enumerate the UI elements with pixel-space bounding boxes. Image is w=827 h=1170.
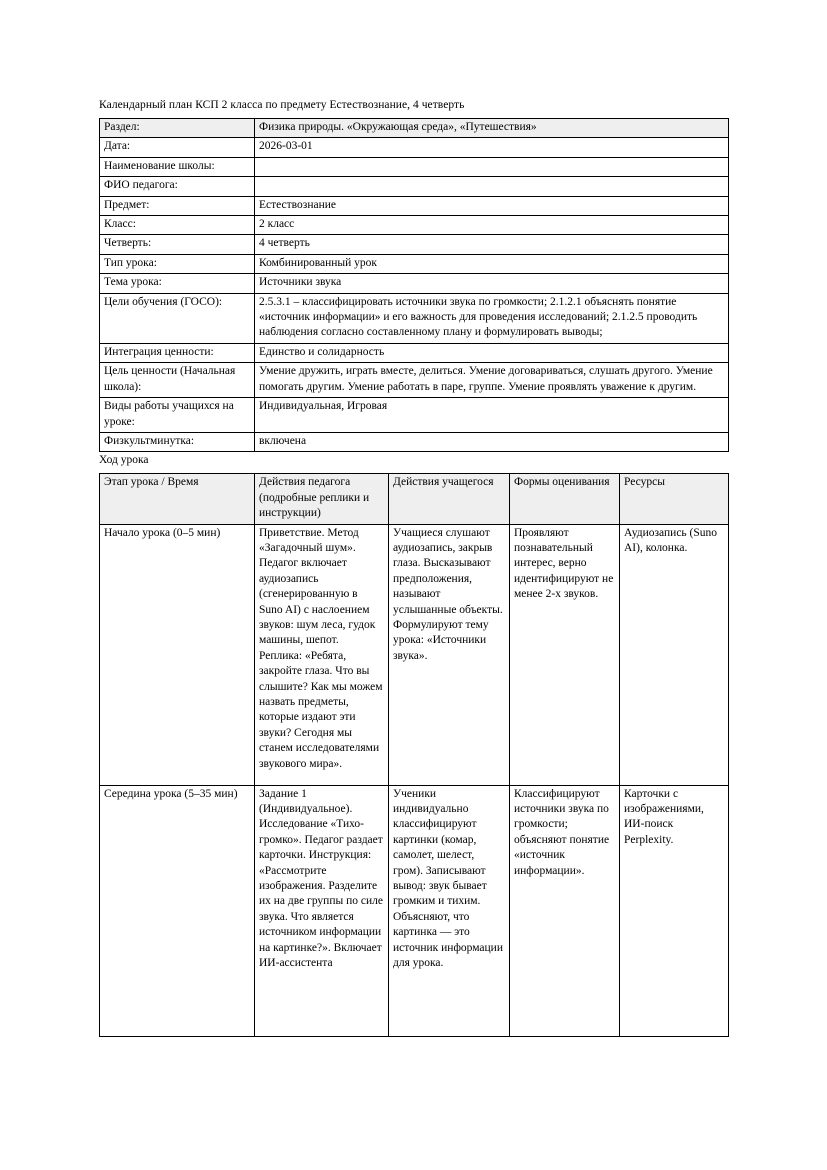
table-row [100, 216, 729, 235]
info-value: Единство и солидарность [255, 343, 729, 362]
cell-assessment: Классифицируют источники звука по громкости; объясняют понятие «источник информации». [510, 785, 620, 1036]
table-row [100, 363, 729, 398]
info-label: Тема урока: [100, 274, 255, 293]
column-header-student-actions: Действия учащегося [389, 474, 510, 524]
info-label: Четверть: [100, 235, 255, 254]
cell-assessment: Проявляют познавательный интерес, верно идентифицируют не менее 2-х звуков. [510, 524, 620, 785]
info-value: 2.5.3.1 – классифицировать источники звука по громкости; 2.1.2.1 объяснять понятие «источник информации» и его важность для проведения исследований; 2.1.2.5 проводить наблюдения согласно составленному плану и формулировать выводы; [255, 293, 729, 343]
lesson-info-body [100, 119, 729, 452]
info-label: Цели обучения (ГОСО): [100, 293, 255, 343]
info-label: Дата: [100, 138, 255, 157]
column-header-teacher-actions: Действия педагога (подробные реплики и инструкции) [255, 474, 389, 524]
info-value [255, 157, 729, 176]
info-value: Индивидуальная, Игровая [255, 398, 729, 433]
column-header-assessment: Формы оценивания [510, 474, 620, 524]
table-row [100, 138, 729, 157]
lesson-flow-table [99, 473, 729, 1036]
info-value: Физика природы. «Окружающая среда», «Путешествия» [255, 119, 729, 138]
cell-teacher-actions: Задание 1 (Индивидуальное). Исследование «Тихо-громко». Педагог раздает карточки. Инструкция: «Рассмотрите изображения. Разделите их на две группы по силе звука. Что является источником информации на картинке?». Включает ИИ-ассистента [255, 785, 389, 1036]
info-label: Тип урока: [100, 254, 255, 273]
info-value: Источники звука [255, 274, 729, 293]
info-label: Физкультминутка: [100, 432, 255, 451]
info-label: Класс: [100, 216, 255, 235]
lesson-flow-body [100, 524, 729, 1036]
page-title: Календарный план КСП 2 класса по предмету Естествознание, 4 четверть [99, 99, 465, 111]
info-value: Умение дружить, играть вместе, делиться. Умение договариваться, слушать другого. Умение помогать другим. Умение работать в паре, группе. Умение проявлять уважение к другим. [255, 363, 729, 398]
cell-resources: Карточки с изображениями, ИИ-поиск Perplexity. [620, 785, 729, 1036]
info-value: включена [255, 432, 729, 451]
table-row [100, 432, 729, 451]
table-row [100, 177, 729, 196]
info-value: 2 класс [255, 216, 729, 235]
lesson-info-table [99, 118, 729, 452]
section-caption-lesson-flow: Ход урока [99, 454, 149, 467]
table-row [100, 119, 729, 138]
info-label: Предмет: [100, 196, 255, 215]
column-header-stage: Этап урока / Время [100, 474, 255, 524]
info-label: Интеграция ценности: [100, 343, 255, 362]
info-label: Цель ценности (Начальная школа): [100, 363, 255, 398]
info-value: Комбинированный урок [255, 254, 729, 273]
cell-student-actions: Учащиеся слушают аудиозапись, закрыв глаза. Высказывают предположения, называют услышанные объекты. Формулируют тему урока: «Источники звука». [389, 524, 510, 785]
info-label: Наименование школы: [100, 157, 255, 176]
table-row [100, 235, 729, 254]
lesson-flow-header [100, 474, 729, 524]
table-row [100, 157, 729, 176]
table-row [100, 274, 729, 293]
cell-teacher-actions: Приветствие. Метод «Загадочный шум». Педагог включает аудиозапись (сгенерированную в Suno AI) с наслоением звуков: шум леса, гудок машины, шепот. Реплика: «Ребята, закройте глаза. Что вы слышите? Как мы можем назвать предметы, которые издают эти звуки? Сегодня мы станем исследователями звукового мира». [255, 524, 389, 785]
table-row [100, 524, 729, 785]
info-value [255, 177, 729, 196]
info-value: 4 четверть [255, 235, 729, 254]
table-row [100, 254, 729, 273]
table-row [100, 785, 729, 1036]
info-label: ФИО педагога: [100, 177, 255, 196]
table-row [100, 398, 729, 433]
info-value: Естествознание [255, 196, 729, 215]
info-label: Виды работы учащихся на уроке: [100, 398, 255, 433]
table-row [100, 196, 729, 215]
table-row [100, 293, 729, 343]
cell-stage: Середина урока (5–35 мин) [100, 785, 255, 1036]
table-row [100, 343, 729, 362]
cell-student-actions: Ученики индивидуально классифицируют картинки (комар, самолет, шелест, гром). Записывают вывод: звук бывает громким и тихим. Объясняют, что картинка — это источник информации для урока. [389, 785, 510, 1036]
column-header-resources: Ресурсы [620, 474, 729, 524]
cell-stage: Начало урока (0–5 мин) [100, 524, 255, 785]
cell-resources: Аудиозапись (Suno AI), колонка. [620, 524, 729, 785]
info-value: 2026-03-01 [255, 138, 729, 157]
table-header-row [100, 474, 729, 524]
info-label: Раздел: [100, 119, 255, 138]
